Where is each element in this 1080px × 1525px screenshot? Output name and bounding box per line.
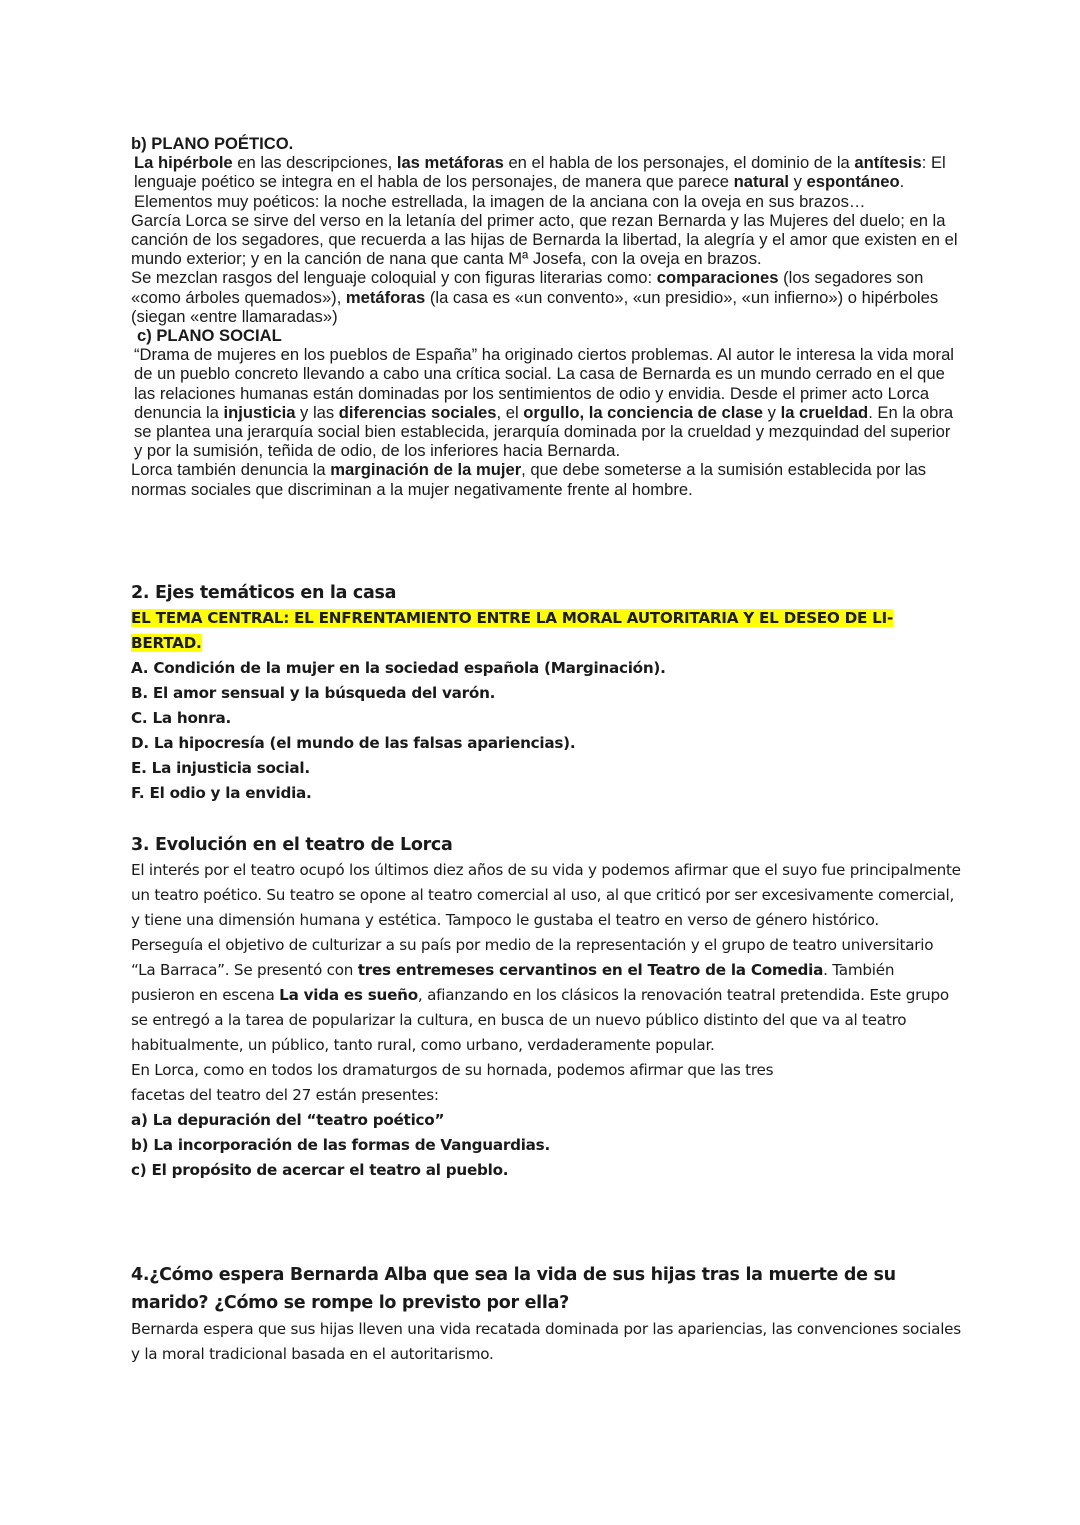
plano-poetico-paragraph-1 bbox=[131, 153, 961, 211]
text-run: y las bbox=[295, 402, 339, 422]
text-run: “Drama de mujeres en los pueblos de España” ha originado ciertos problemas. Al autor le interesa la vida moral de un pueblo concreto llevando a cabo una crítica social. La casa de Bernarda es un mundo cerrado en el que las relaciones humanas están dominadas por los sentimientos de odio y envidia. Desde el primer acto Lorca denuncia la bbox=[134, 345, 954, 422]
text-run: Se mezclan rasgos del lenguaje coloquial y con figuras literarias como: bbox=[131, 268, 657, 288]
plano-social-heading: c) PLANO SOCIAL bbox=[137, 326, 282, 346]
evolucion-section bbox=[131, 832, 961, 1183]
text-run: en el habla de los personajes, el dominio de la bbox=[503, 153, 855, 173]
tema-central-highlight-2: BERTAD. bbox=[131, 634, 202, 652]
bold-run: orgullo, la conciencia de clase bbox=[523, 402, 764, 422]
eje-item: D. La hipocresía (el mundo de las falsas apariencias). bbox=[131, 734, 576, 752]
ejes-tematicos-heading: 2. Ejes temáticos en la casa bbox=[131, 583, 397, 603]
bold-run: espontáneo bbox=[806, 172, 900, 192]
ejes-tematicos-section bbox=[131, 580, 961, 806]
tema-central-line-2 bbox=[131, 631, 961, 656]
text-run: (los segadores son «como árboles quemados»), bbox=[131, 268, 924, 307]
evolucion-heading: 3. Evolución en el teatro de Lorca bbox=[131, 835, 453, 855]
bold-run: metáforas bbox=[345, 287, 426, 307]
eje-item: F. El odio y la envidia. bbox=[131, 784, 312, 802]
plano-poetico-heading: b) PLANO POÉTICO. bbox=[131, 134, 294, 153]
text-run: Lorca también denuncia la bbox=[131, 460, 331, 480]
bold-run: diferencias sociales bbox=[338, 402, 497, 422]
pregunta-4-paragraph: Bernarda espera que sus hijas lleven una vida recatada dominada por las apariencias, las convenciones sociales y la moral tradicional basada en el autoritarismo. bbox=[131, 1320, 961, 1363]
bold-run: injusticia bbox=[223, 402, 296, 422]
faceta-item: c) El propósito de acercar el teatro al pueblo. bbox=[131, 1161, 509, 1179]
text-run: y bbox=[788, 172, 807, 192]
eje-item: B. El amor sensual y la búsqueda del varón. bbox=[131, 684, 496, 702]
evolucion-paragraph-1: El interés por el teatro ocupó los últimos diez años de su vida y podemos afirmar que el suyo fue principalmente un teatro poético. Su teatro se opone al teatro comercial al uso, al que criticó por ser excesivamente comercial, y tiene una dimensión humana y estética. Tampoco le gustaba el teatro en verso de género histórico. bbox=[131, 861, 961, 929]
bold-run: antítesis bbox=[854, 153, 922, 173]
pregunta-4-section bbox=[131, 1261, 961, 1367]
plano-social-paragraph-2 bbox=[131, 460, 961, 498]
text-run: , afianzando en los clásicos la renovación teatral pretendida. Este grupo se entregó a la tarea de popularizar la cultura, en busca de un nuevo público distinto del que va al teatro habitualmente, un público, tanto rural, como urbano, verdaderamente popular. bbox=[131, 986, 949, 1054]
document-page bbox=[131, 134, 961, 1363]
text-run: : El lenguaje poético se integra en el habla de los personajes, de manera que parece bbox=[134, 153, 946, 192]
bold-run: natural bbox=[733, 172, 789, 192]
text-run: . También pusieron en escena bbox=[131, 961, 895, 1004]
text-run: (la casa es «un convento», «un presidio», «un infierno») o hipérboles (siegan «entre llamaradas») bbox=[131, 287, 939, 326]
bold-run: la crueldad bbox=[780, 402, 869, 422]
bold-run: La vida es sueño bbox=[279, 986, 418, 1004]
text-run: , que debe someterse a la sumisión establecida por las normas sociales que discriminan a la mujer negativamente frente al hombre. bbox=[131, 460, 927, 499]
tema-central-highlight-1: EL TEMA CENTRAL: EL ENFRENTAMIENTO ENTRE LA MORAL AUTORITARIA Y EL DESEO DE LI- bbox=[131, 609, 894, 627]
text-run: Perseguía el objetivo de culturizar a su país por medio de la representación y el grupo de teatro universitario “La Barraca”. Se presentó con bbox=[131, 936, 934, 979]
pregunta-4-heading: 4.¿Cómo espera Bernarda Alba que sea la vida de sus hijas tras la muerte de su marido? ¿Cómo se rompe lo previsto por ella? bbox=[131, 1265, 896, 1313]
faceta-item: a) La depuración del “teatro poético” bbox=[131, 1111, 445, 1129]
bold-run: marginación de la mujer bbox=[330, 460, 522, 480]
eje-item: C. La honra. bbox=[131, 709, 231, 727]
faceta-item: b) La incorporación de las formas de Vanguardias. bbox=[131, 1136, 550, 1154]
bold-run: La hipérbole bbox=[134, 153, 233, 173]
evolucion-paragraph-3-line-1: En Lorca, como en todos los dramaturgos de su hornada, podemos afirmar que las tres bbox=[131, 1061, 774, 1079]
bold-run: comparaciones bbox=[656, 268, 779, 288]
plano-poetico-section bbox=[131, 134, 961, 326]
bold-run: tres entremeses cervantinos en el Teatro de la Comedia bbox=[357, 961, 824, 979]
text-run: en las descripciones, bbox=[232, 153, 397, 173]
evolucion-paragraph-2 bbox=[131, 933, 961, 1058]
plano-social-paragraph-1 bbox=[131, 345, 961, 460]
text-run: y bbox=[763, 402, 781, 422]
tema-central-line-1 bbox=[131, 606, 961, 631]
plano-poetico-paragraph-2: García Lorca se sirve del verso en la letanía del primer acto, que rezan Bernarda y las Mujeres del duelo; en la canción de los segadores, que recuerda a las hijas de Bernarda la libertad, la alegría y el amor que existen en el mundo exterior; y en la canción de nana que canta Mª Josefa, con la oveja en brazos. bbox=[131, 210, 958, 269]
eje-item: E. La injusticia social. bbox=[131, 759, 310, 777]
text-run: . En la obra se plantea una jerarquía social bien establecida, jerarquía dominada por la crueldad y mezquindad del superior y por la sumisión, teñida de odio, de los inferiores hacia Bernarda. bbox=[134, 402, 954, 461]
plano-social-section bbox=[131, 326, 961, 499]
eje-item: A. Condición de la mujer en la sociedad española (Marginación). bbox=[131, 659, 666, 677]
text-run: , el bbox=[496, 402, 524, 422]
plano-poetico-paragraph-3 bbox=[131, 268, 961, 326]
bold-run: las metáforas bbox=[396, 153, 504, 173]
evolucion-paragraph-3-line-2: facetas del teatro del 27 están presentes: bbox=[131, 1086, 439, 1104]
text-run: . Elementos muy poéticos: la noche estrellada, la imagen de la anciana con la oveja en sus brazos… bbox=[134, 172, 905, 211]
